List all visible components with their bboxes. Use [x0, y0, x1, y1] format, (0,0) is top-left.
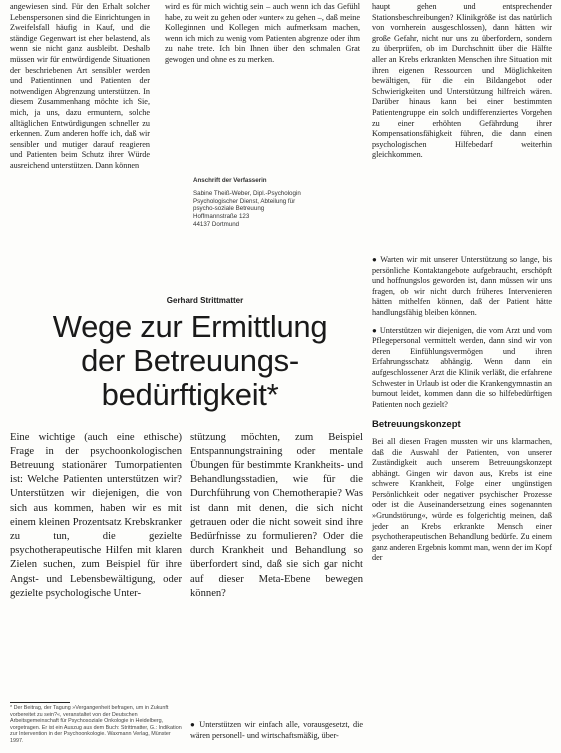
- body-column-3: [372, 255, 552, 564]
- address-line: psycho-soziale Betreuung: [193, 205, 265, 213]
- bullet-paragraph: ● Unterstützen wir diejenigen, die vom Arzt und vom Pflegepersonal vermittelt werden, dann sind wir von deren Einfühlungsvermögen und ihren Erfahrungsschatz abhängig. Wenn dann ein aufgeschlossener Arzt die Klinik verläßt, die erfahrene Schwester in Urlaub ist oder die Krankengymnastin an burnout leidet, kommen dann die so hilfebedürftigen Patienten noch gezielt?: [372, 326, 552, 411]
- top-column-3: haupt gehen und entsprechender Stationsbeschreibungen? Klinikgröße ist das natürlich von vornherein ausgeschlossen), dann hätten wir große Gefahr, nicht nur uns zu überfordern, sondern zu überprüfen, ob im Durchschnitt über die Hälfte aller an Krebs erkrankten Menschen ihre Situation mit ihren eigenen Ressourcen und Möglichkeiten bewältigen, für die ein Bildangebot oder Schwierigkeiten und Unterstützung hilfreich wären. Darüber hinaus kann bei einer bestimmten Patientengruppe ein solch undifferenziertes Vorgehen zu einer erhöhten Gefährdung ihrer Kompensationsfähigkeit führen, die dann einen psychologischen Hilfebedarf weiterhin gleichkommen.: [372, 2, 552, 160]
- address-line: Psychologischer Dienst, Abteilung für: [193, 197, 296, 205]
- article-title: [20, 310, 360, 412]
- author-address: [193, 177, 343, 229]
- body-column-2-bullet: ● Unterstützen wir einfach alle, vorausgesetzt, die wären personell- und wirtschaftsmäßig, über-: [190, 712, 363, 749]
- title-line: der Betreuungs-: [81, 343, 299, 378]
- top-column-2: wird es für mich wichtig sein – auch wenn ich das Gefühl habe, zu weit zu gehen oder »unter« zu gehen –, daß meine Kolleginnen und Kollegen mich aufmerksam machen, wenn ich mich zu wenig vom Patienten abgrenze oder ihm zu nahe trete. Ich bin Ihnen über den schmalen Grat gewogen und ohne es zu merken.: [165, 2, 360, 64]
- footnote: * Der Beitrag, der Tagung »Vergangenheit befragen, um in Zukunft vorbereitet zu sein?«, veranstaltet von der Deutschen Arbeitsgemeinschaft für Psychosoziale Onkologie in Heidelberg, vorgetragen. Er ist ein Auszug aus dem Buch: Strittmatter, G.: Indikation zur Intervention in der Psychoonkologie. Waxmann Verlag, Münster 1997.: [10, 705, 182, 744]
- address-line: Sabine Theiß-Weber, Dipl.-Psychologin: [193, 189, 301, 197]
- title-line: Wege zur Ermittlung: [52, 309, 328, 344]
- address-line: 44137 Dortmund: [193, 220, 240, 228]
- section-heading: Betreuungskonzept: [372, 419, 461, 431]
- address-line: Hoffmannstraße 123: [193, 213, 250, 221]
- body-column-1: Eine wichtige (auch eine ethische) Frage in der psychoonkologischen Betreuung stationärer Tumorpatienten ist: Welche Patienten unterstützen wir? Unterstützen wir diejenigen, die von sich aus kommen, haben wir es mit einem kleinen Prozentsatz Krebskranker zu tun, die gezielte psychotherapeutische Hilfen mit klaren Zielen suchen, zum Beispiel für ihre Angst- und Lebensbewältigung, oder gezielte psychologische Unter-: [10, 431, 182, 599]
- title-line: bedürftigkeit*: [101, 377, 279, 412]
- address-heading: Anschrift der Verfasserin: [193, 177, 267, 184]
- top-column-1: angewiesen sind. Für den Erhalt solcher Lebenspersonen sind die Einrichtungen in Zweifelsfall häufig in Kauf, und die ständige Gegenwart ist eher belastend, als wenn sie nicht ganz ausbleibt. Deshalb müssen wir für entwürdigende Situationen der beschriebenen Art sensibler werden und Patientinnen und Patienten der notwendigen Abgrenzung unterstützen. In diesem Zusammenhang möchte ich Sie, mich, ja uns, dazu ermuntern, solche alltäglichen Entwürdigungen schneller zu erkennen. Zum anderen hoffe ich, daß wir sensibler und mutiger darauf reagieren und Patienten beim Schutz ihrer Würde ausreichend unterstützen. Dann können: [10, 2, 150, 170]
- bullet-paragraph: ● Warten wir mit unserer Unterstützung so lange, bis persönliche Kontaktangebote aufgebraucht, erschöpft und hoffnungslos geworden ist, dann müssen wir uns fragen, ob wir nicht durch früheres Intervenieren hätten mithelfen können, daß der Patient hätte handlungsfähig bleiben können.: [372, 255, 552, 319]
- section-text: Bei all diesen Fragen mussten wir uns klarmachen, daß die Auswahl der Patienten, von unserer Zuständigkeit auch unserem Betreuungskonzept abhängt. Gingen wir davon aus, Krebs ist eine schwere Krankheit, Folge einer ungünstigen Persönlichkeit oder negativer psychischer Prozesse oder ist die Auseinandersetzung eines sogenannten »Grundstörung«, würde es folgerichtig meinen, daß jeder an Krebs erkrankte Mensch einer psychotherapeutischen Behandlung bedürfe. Zu einem ganz anderen Ergebnis kommt man, wenn der im Kopf der: [372, 436, 552, 563]
- body-column-2: stützung möchten, zum Beispiel Entspannungstraining oder mentale Übungen für bestimmte Krankheits- und Behandlungsstadien, wie für die Durchführung von Chemotherapie? Was ist dann mit denen, die sich nicht getrauen oder die nicht soweit sind ihre Bedürfnisse zu formulieren? Oder die durch Krankheit und Behandlung so überfordert sind, daß sie sich gar nicht auf dieser Meta-Ebene bewegen können?: [190, 431, 363, 599]
- article-author: Gerhard Strittmatter: [166, 296, 244, 305]
- footnote-divider: [10, 702, 70, 703]
